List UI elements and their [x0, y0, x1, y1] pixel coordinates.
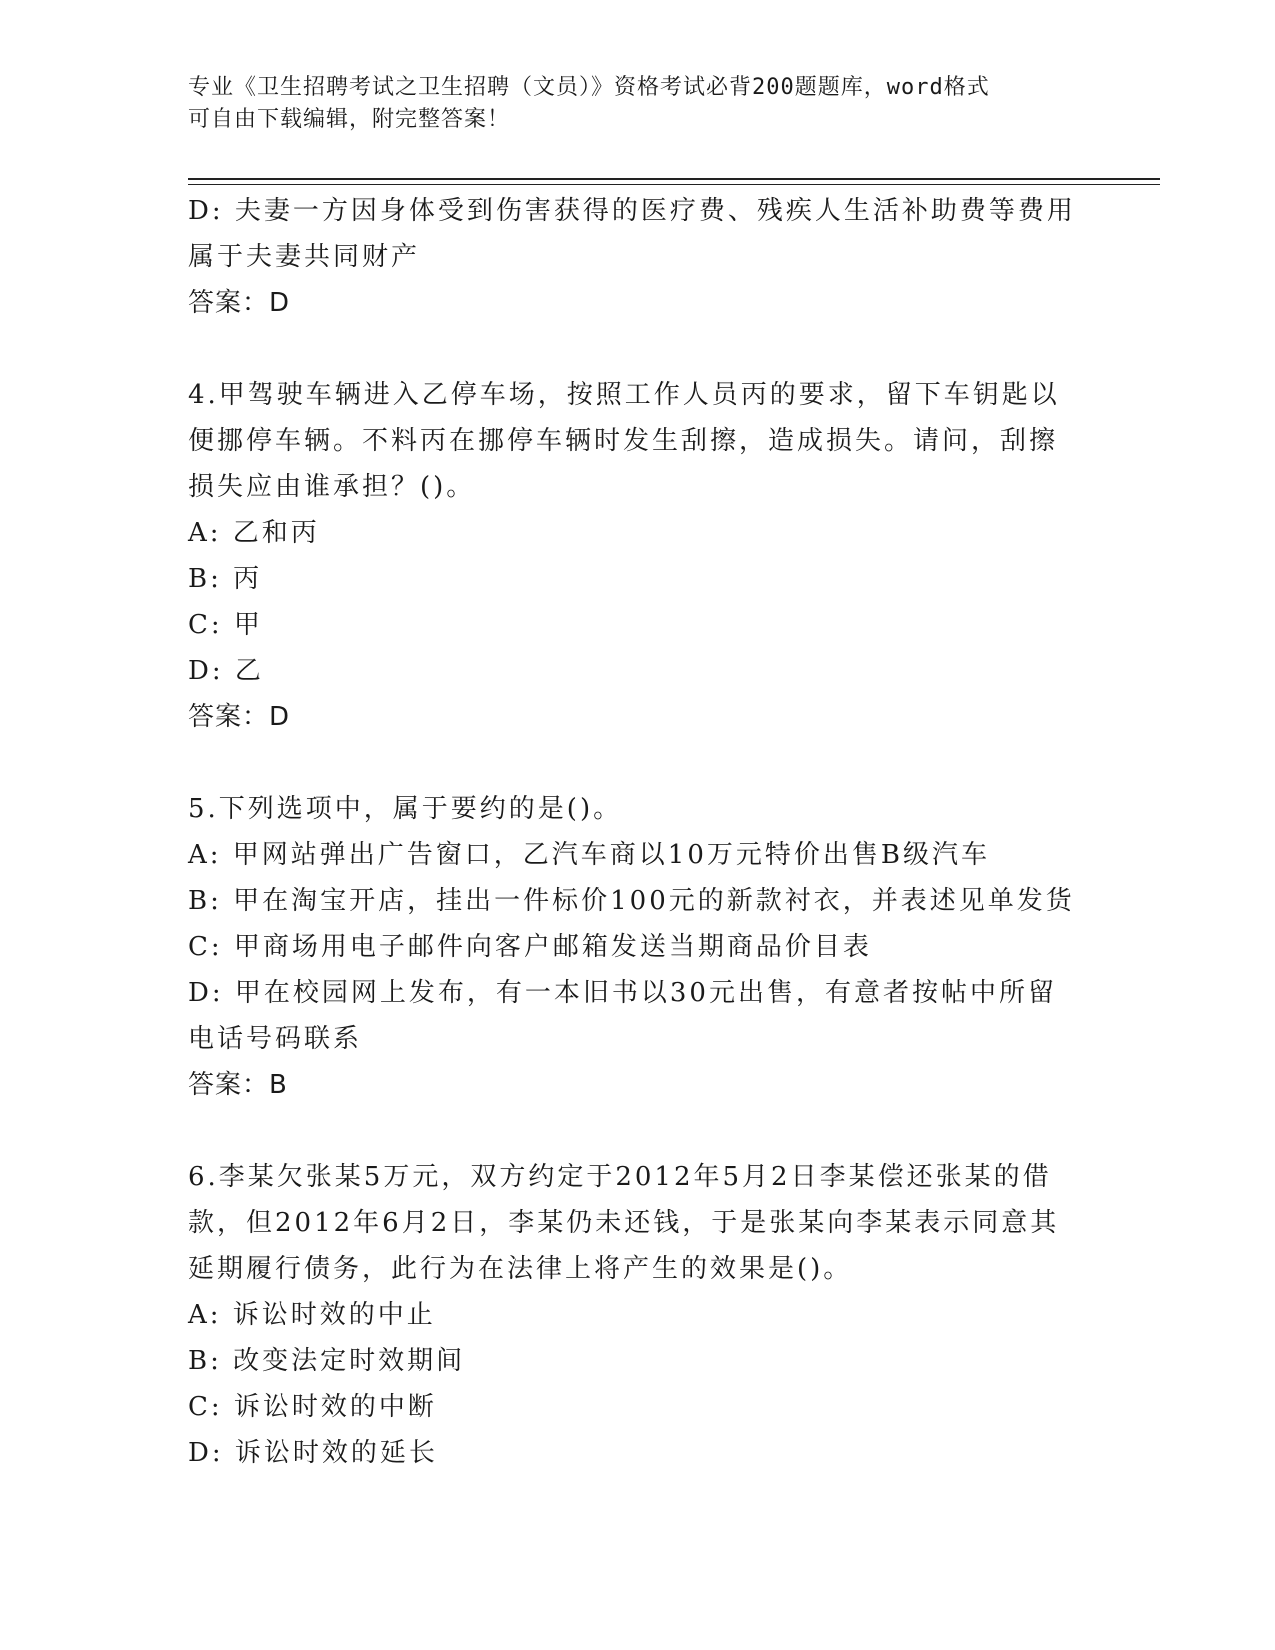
block-spacer — [188, 326, 1088, 372]
question-block-5 — [188, 786, 1088, 1108]
question-block-6 — [188, 1154, 1088, 1476]
option-d: D: 诉讼时效的延长 — [188, 1438, 438, 1468]
answer-label: 答案：D — [188, 288, 291, 318]
block-spacer — [188, 1108, 1088, 1154]
question-text-line-1: 4.甲驾驶车辆进入乙停车场，按照工作人员丙的要求，留下车钥匙以 — [188, 380, 1060, 410]
option-d-line-1: D: 甲在校园网上发布，有一本旧书以30元出售，有意者按帖中所留 — [188, 978, 1057, 1008]
question-content — [188, 188, 1088, 1476]
option-c: C: 甲 — [188, 610, 263, 640]
option-c: C: 诉讼时效的中断 — [188, 1392, 437, 1422]
question-block-3 — [188, 188, 1088, 326]
answer-label: 答案：B — [188, 1070, 288, 1100]
option-a: A: 乙和丙 — [188, 518, 320, 548]
block-spacer — [188, 740, 1088, 786]
option-b: B: 改变法定时效期间 — [188, 1346, 466, 1376]
header-line-1: 专业《卫生招聘考试之卫生招聘（文员）》资格考试必背200题题库，word格式 — [188, 75, 990, 100]
answer-label: 答案：D — [188, 702, 291, 732]
question-text-line-2: 款，但2012年6月2日，李某仍未还钱，于是张某向李某表示同意其 — [188, 1208, 1060, 1238]
document-header — [188, 72, 1068, 136]
header-rule-thick — [188, 178, 1160, 180]
question-text-line-1: 6.李某欠张某5万元，双方约定于2012年5月2日李某偿还张某的借 — [188, 1162, 1052, 1192]
option-c: C: 甲商场用电子邮件向客户邮箱发送当期商品价目表 — [188, 932, 872, 962]
header-rule-thin — [188, 184, 1160, 185]
question-text-line-3: 延期履行债务，此行为在法律上将产生的效果是()。 — [188, 1254, 853, 1284]
option-d-line-1: D: 夫妻一方因身体受到伤害获得的医疗费、残疾人生活补助费等费用 — [188, 196, 1076, 226]
option-d-line-2: 电话号码联系 — [188, 1024, 363, 1054]
question-text-line-3: 损失应由谁承担？()。 — [188, 472, 476, 502]
option-a: A: 诉讼时效的中止 — [188, 1300, 436, 1330]
question-block-4 — [188, 372, 1088, 740]
option-d-line-2: 属于夫妻共同财产 — [188, 242, 421, 272]
header-line-2: 可自由下载编辑，附完整答案！ — [188, 107, 511, 132]
question-text-line-1: 5.下列选项中，属于要约的是()。 — [188, 794, 623, 824]
option-b: B: 甲在淘宝开店，挂出一件标价100元的新款衬衣，并表述见单发货 — [188, 886, 1075, 916]
question-text-line-2: 便挪停车辆。不料丙在挪停车辆时发生刮擦，造成损失。请问，刮擦 — [188, 426, 1059, 456]
option-a: A: 甲网站弹出广告窗口，乙汽车商以10万元特价出售B级汽车 — [188, 840, 990, 870]
option-b: B: 丙 — [188, 564, 263, 594]
option-d: D: 乙 — [188, 656, 264, 686]
